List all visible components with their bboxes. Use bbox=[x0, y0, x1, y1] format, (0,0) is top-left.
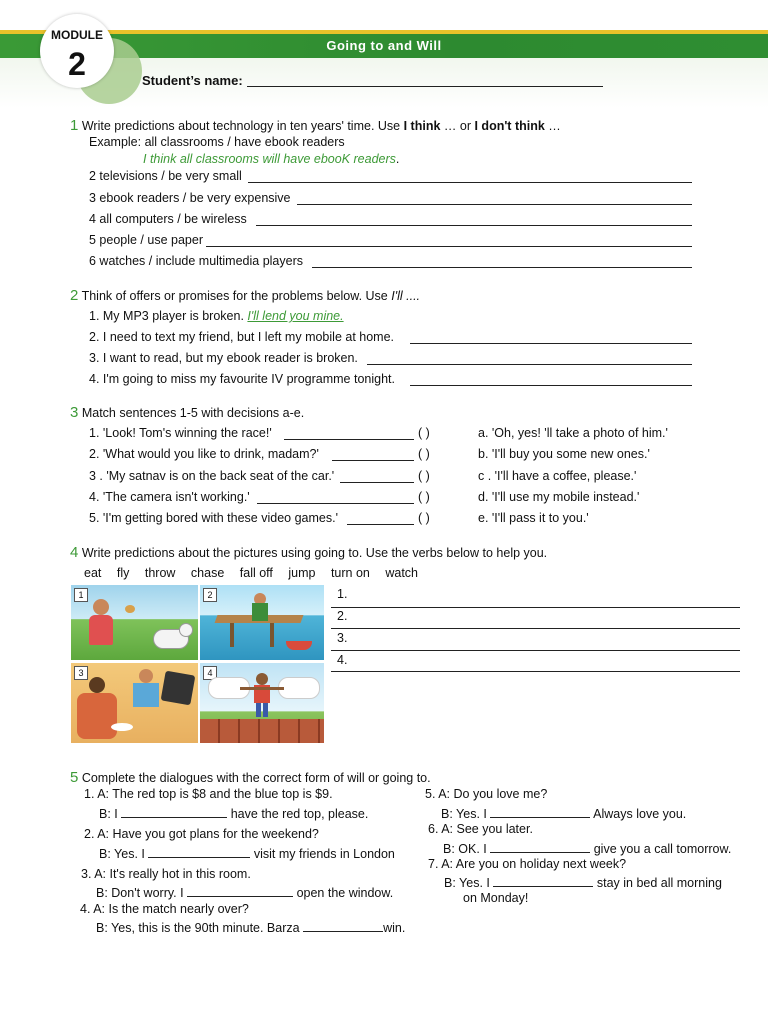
answer-line[interactable] bbox=[248, 182, 692, 183]
section-number: 5 bbox=[70, 769, 79, 786]
match-option: c . 'I'll have a coffee, please.' bbox=[478, 469, 637, 483]
match-sentence: 4. 'The camera isn't working.' bbox=[89, 490, 250, 504]
dialogue-line: B: Yes. I stay in bed all morning bbox=[444, 876, 722, 890]
dialogue-line: B: Yes, this is the 90th minute. Barza win. bbox=[96, 921, 406, 935]
list-item: 1. My MP3 player is broken. I'll lend you mine. bbox=[89, 309, 344, 323]
list-item: 6 watches / include multimedia players bbox=[89, 254, 303, 268]
answer-number: 1. bbox=[337, 587, 348, 601]
answer-blank[interactable] bbox=[121, 805, 227, 818]
answer-line[interactable] bbox=[256, 225, 692, 226]
answer-blank[interactable] bbox=[303, 919, 383, 932]
answer-line[interactable] bbox=[347, 524, 414, 525]
match-option: b. 'I'll buy you some new ones.' bbox=[478, 447, 650, 461]
section-number: 2 bbox=[70, 287, 79, 304]
dialogue-line: 5. A: Do you love me? bbox=[425, 787, 548, 801]
answer-line[interactable] bbox=[331, 671, 740, 672]
answer-line[interactable] bbox=[331, 607, 740, 608]
picture-3: 3 bbox=[71, 663, 198, 743]
student-name-label: Student’s name: bbox=[142, 73, 243, 88]
section-number: 4 bbox=[70, 544, 79, 561]
answer-number: 2. bbox=[337, 609, 348, 623]
answer-line[interactable] bbox=[410, 385, 692, 386]
section-number: 3 bbox=[70, 404, 79, 421]
dialogue-line: 2. A: Have you got plans for the weekend? bbox=[84, 827, 319, 841]
answer-line[interactable] bbox=[206, 246, 692, 247]
answer-blank[interactable] bbox=[493, 874, 593, 887]
student-name-field[interactable] bbox=[247, 86, 603, 87]
match-option: a. 'Oh, yes! 'll take a photo of him.' bbox=[478, 426, 668, 440]
answer-line[interactable] bbox=[297, 204, 692, 205]
answer-line[interactable] bbox=[340, 482, 414, 483]
example-answer: I'll lend you mine. bbox=[247, 309, 344, 323]
module-label: MODULE bbox=[51, 28, 103, 42]
section-3-instruction: 3 Match sentences 1-5 with decisions a-e. bbox=[70, 404, 305, 421]
picture-1: 1 bbox=[71, 585, 198, 660]
answer-blank[interactable] bbox=[187, 884, 293, 897]
section-1-example-answer: I think all classrooms will have ebooK readers. bbox=[143, 152, 400, 166]
list-item: 3 ebook readers / be very expensive bbox=[89, 191, 291, 205]
module-number: 2 bbox=[68, 46, 86, 82]
answer-number: 3. bbox=[337, 631, 348, 645]
section-2-instruction: 2 Think of offers or promises for the problems below. Use I'll .... bbox=[70, 287, 421, 304]
dialogue-line: B: Don't worry. I open the window. bbox=[96, 886, 394, 900]
section-4-instruction: 4 Write predictions about the pictures using going to. Use the verbs below to help you. bbox=[70, 544, 548, 561]
picture-4: 4 bbox=[200, 663, 324, 743]
verb-list: eat fly throw chase fall off jump turn on watch bbox=[84, 566, 419, 580]
match-paren[interactable]: ( ) bbox=[418, 490, 430, 504]
match-sentence: 2. 'What would you like to drink, madam?' bbox=[89, 447, 319, 461]
match-paren[interactable]: ( ) bbox=[418, 447, 430, 461]
match-paren[interactable]: ( ) bbox=[418, 469, 430, 483]
match-option: e. 'I'll pass it to you.' bbox=[478, 511, 589, 525]
section-number: 1 bbox=[70, 117, 79, 134]
dialogue-line: 1. A: The red top is $8 and the blue top is $9. bbox=[84, 787, 333, 801]
answer-number: 4. bbox=[337, 653, 348, 667]
dialogue-line: 3. A: It's really hot in this room. bbox=[81, 867, 251, 881]
section-5-instruction: 5 Complete the dialogues with the correct form of will or going to. bbox=[70, 769, 431, 786]
dialogue-line: 4. A: Is the match nearly over? bbox=[80, 902, 249, 916]
answer-blank[interactable] bbox=[490, 805, 590, 818]
list-item: 3. I want to read, but my ebook reader is broken. bbox=[89, 351, 358, 365]
match-paren[interactable]: ( ) bbox=[418, 426, 430, 440]
answer-line[interactable] bbox=[332, 460, 414, 461]
dialogue-line: 7. A: Are you on holiday next week? bbox=[428, 857, 627, 871]
list-item: 4 all computers / be wireless bbox=[89, 212, 247, 226]
list-item: 5 people / use paper bbox=[89, 233, 203, 247]
answer-line[interactable] bbox=[410, 343, 692, 344]
picture-2: 2 bbox=[200, 585, 324, 660]
dialogue-line: B: Yes. I Always love you. bbox=[441, 807, 687, 821]
dialogue-line: B: OK. I give you a call tomorrow. bbox=[443, 842, 732, 856]
section-1-instruction: 1 Write predictions about technology in ten years' time. Use I think … or I don't think … bbox=[70, 117, 561, 134]
dialogue-line: B: I have the red top, please. bbox=[99, 807, 369, 821]
answer-line[interactable] bbox=[284, 439, 414, 440]
list-item: 4. I'm going to miss my favourite IV programme tonight. bbox=[89, 372, 395, 386]
section-1-example: Example: all classrooms / have ebook readers bbox=[89, 135, 345, 149]
answer-line[interactable] bbox=[331, 650, 740, 651]
list-item: 2 televisions / be very small bbox=[89, 169, 242, 183]
match-option: d. 'I'll use my mobile instead.' bbox=[478, 490, 640, 504]
match-paren[interactable]: ( ) bbox=[418, 511, 430, 525]
match-sentence: 5. 'I'm getting bored with these video games.' bbox=[89, 511, 338, 525]
answer-line[interactable] bbox=[312, 267, 692, 268]
dialogue-line: 6. A: See you later. bbox=[428, 822, 533, 836]
answer-line[interactable] bbox=[257, 503, 414, 504]
answer-blank[interactable] bbox=[490, 840, 590, 853]
answer-blank[interactable] bbox=[148, 845, 250, 858]
match-sentence: 1. 'Look! Tom's winning the race!' bbox=[89, 426, 272, 440]
answer-line[interactable] bbox=[331, 628, 740, 629]
answer-line[interactable] bbox=[367, 364, 692, 365]
match-sentence: 3 . 'My satnav is on the back seat of the car.' bbox=[89, 469, 335, 483]
dialogue-line: on Monday! bbox=[463, 891, 529, 905]
list-item: 2. I need to text my friend, but I left my mobile at home. bbox=[89, 330, 395, 344]
dialogue-line: B: Yes. I visit my friends in London bbox=[99, 847, 395, 861]
page-title: Going to and Will bbox=[326, 38, 442, 53]
